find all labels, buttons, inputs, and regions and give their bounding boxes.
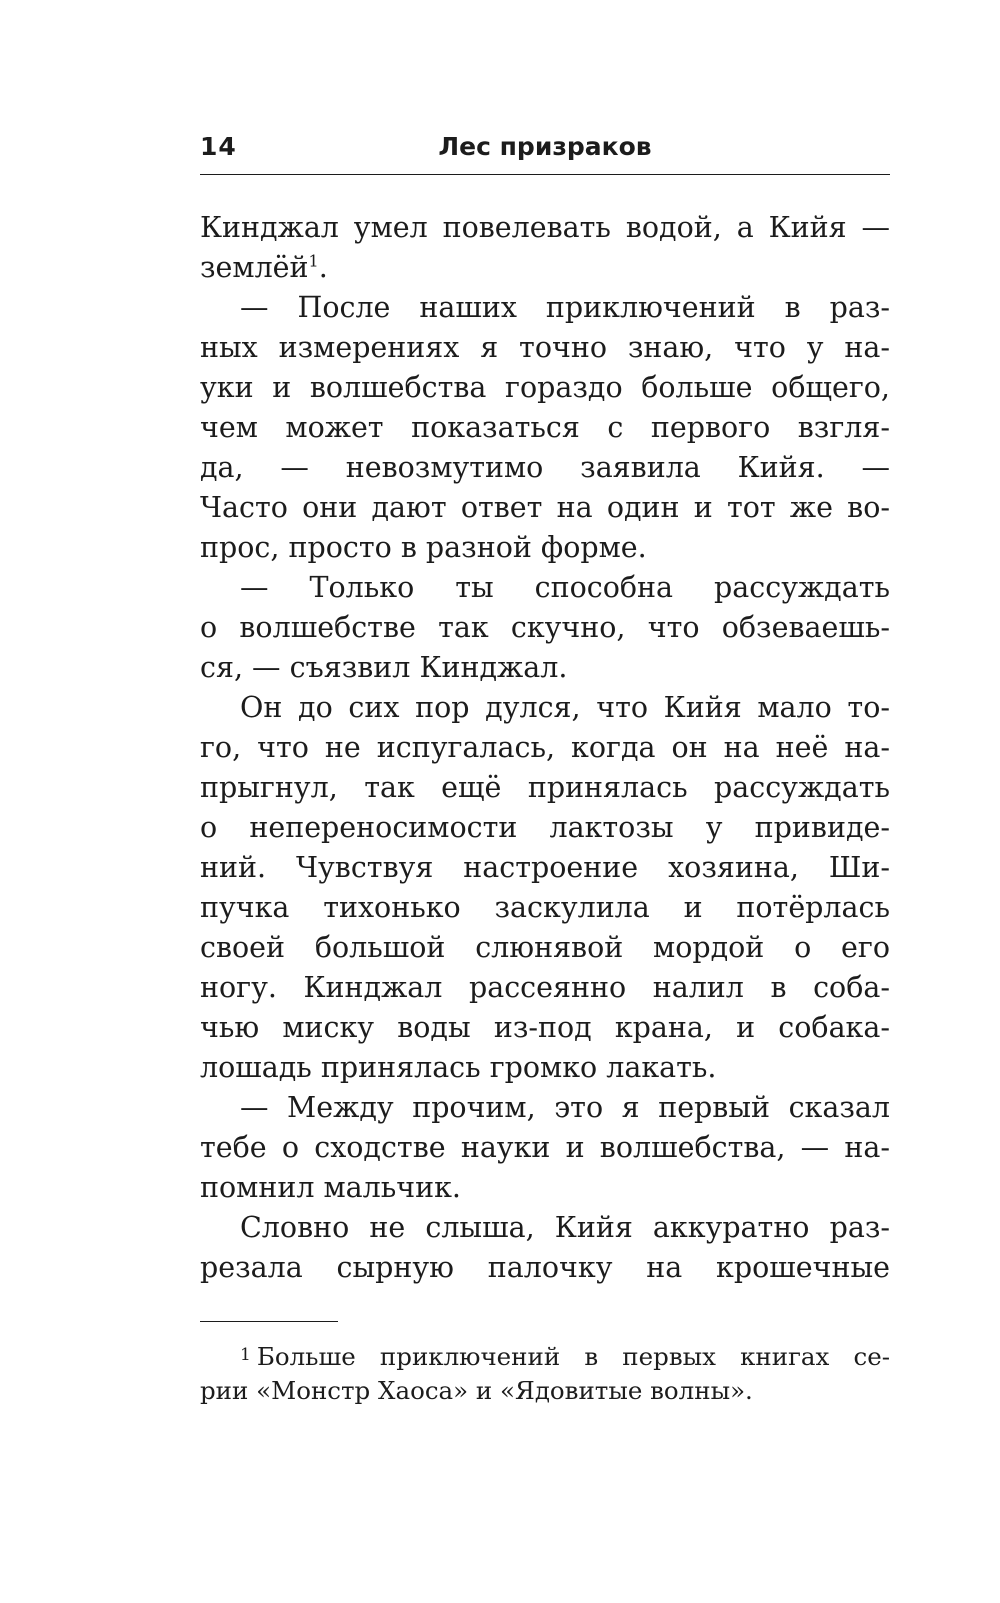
footnote (200, 1338, 890, 1408)
page-number: 14 (200, 132, 237, 161)
text-line: Он до сих пор дулся, что Кийя мало то- (240, 691, 890, 724)
text-line: ногу. Кинджал рассеянно налил в соба- (200, 971, 890, 1004)
book-title: Лес призраков (438, 132, 652, 161)
text-line: резала сырную палочку на крошечные (200, 1251, 890, 1284)
text-line: ся, — съязвил Кинджал. (200, 651, 568, 684)
text-line: ний. Чувствуя настроение хозяина, Ши- (200, 851, 890, 884)
text-line: — Между прочим, это я первый сказал (240, 1091, 890, 1124)
text-line: Кинджал умел повелевать водой, а Кийя — (200, 211, 890, 244)
text-line: — После наших приключений в раз- (240, 291, 890, 324)
text-line (200, 248, 890, 288)
text-line: о непереносимости лактозы у привиде- (200, 811, 890, 844)
text-line: Словно не слыша, Кийя аккуратно раз- (240, 1211, 890, 1244)
text-line: уки и волшебства гораздо больше общего, (200, 371, 890, 404)
footnote-line (200, 1338, 890, 1373)
body-text (200, 208, 890, 1288)
footnote-reference[interactable]: 1 (308, 251, 319, 271)
footnote-marker: 1 (240, 1345, 251, 1365)
text-line: чью миску воды из-под крана, и собака- (200, 1011, 890, 1044)
text-line: прыгнул, так ещё принялась рассуждать (200, 771, 890, 804)
running-head (200, 128, 890, 172)
text-fragment: . (318, 251, 328, 284)
text-line: помнил мальчик. (200, 1171, 461, 1204)
text-line: Часто они дают ответ на один и тот же во- (200, 491, 890, 524)
text-line: тебе о сходстве науки и волшебства, — на- (200, 1131, 890, 1164)
text-line: пучка тихонько заскулила и потёрлась (200, 891, 890, 924)
header-rule (200, 174, 890, 175)
footnote-rule (200, 1321, 338, 1322)
text-line: го, что не испугалась, когда он на неё на- (200, 731, 890, 764)
text-line: ных измерениях я точно знаю, что у на- (200, 331, 890, 364)
text-line: лошадь принялась громко лакать. (200, 1051, 717, 1084)
text-line: своей большой слюнявой мордой о его (200, 931, 890, 964)
text-line: чем может показаться с первого взгля- (200, 411, 890, 444)
text-line: прос, просто в разной форме. (200, 531, 647, 564)
text-fragment: землёй (200, 251, 309, 284)
footnote-text: Больше приключений в первых книгах се- (256, 1342, 890, 1371)
text-line: да, — невозмутимо заявила Кийя. — (200, 451, 890, 484)
text-line: — Только ты способна рассуждать (240, 571, 890, 604)
footnote-line: рии «Монстр Хаоса» и «Ядовитые волны». (200, 1376, 753, 1405)
text-line: о волшебстве так скучно, что обзеваешь- (200, 611, 890, 644)
